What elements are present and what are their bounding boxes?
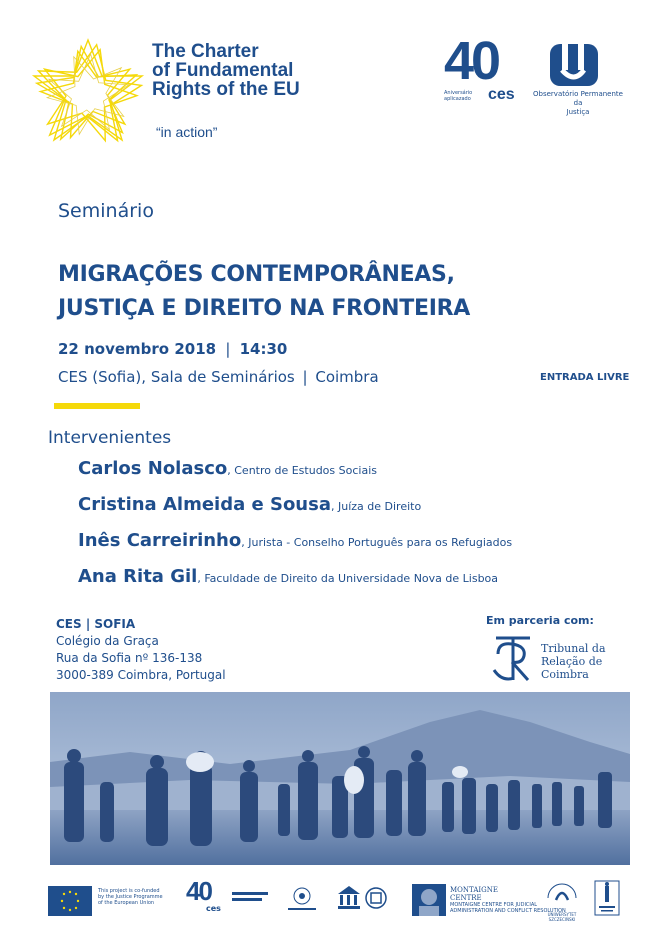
footer-ces40-logo [186, 876, 226, 916]
montaigne-portrait-icon [412, 884, 446, 916]
speaker-affiliation: , Juíza de Direito [330, 500, 422, 513]
tribunal-monogram-icon [488, 630, 538, 686]
observatorio-line: Justiça [566, 108, 590, 116]
event-city: Coimbra [315, 368, 379, 386]
speaker-item [78, 458, 377, 479]
observatorio-line: Observatório Permanente da [533, 90, 623, 107]
partner-label: Em parceria com: [486, 614, 594, 627]
logo-bar [232, 892, 268, 895]
coimbra-university-seal-icon [280, 884, 324, 914]
speaker-name: Inês Carreirinho [78, 530, 242, 551]
event-time: 14:30 [239, 340, 288, 358]
separator: | [302, 368, 308, 386]
migrants-photo [50, 692, 630, 865]
speaker-name: Ana Rita Gil [78, 566, 198, 587]
eu-cofund-line: of the European Union [98, 900, 155, 906]
entry-badge: ENTRADA LIVRE [540, 372, 630, 383]
event-title-line: JUSTIÇA E DIREITO NA FRONTEIRA [58, 296, 470, 321]
charter-star-logo [26, 36, 150, 148]
tribunal-name [541, 642, 606, 681]
world-heritage-icon [364, 886, 388, 912]
speaker-affiliation: , Centro de Estudos Sociais [227, 464, 377, 477]
ces-40-ces: ces [488, 86, 515, 103]
montaigne-line: MONTAIGNE CENTRE FOR JUDICIAL [450, 902, 538, 908]
event-venue-name: CES (Sofia), Sala de Seminários [58, 368, 295, 386]
unesco-logo-icon [336, 884, 362, 914]
speaker-name: Cristina Almeida e Sousa [78, 494, 331, 515]
event-venue [58, 368, 379, 386]
separator: | [225, 340, 231, 358]
speaker-affiliation: , Jurista - Conselho Português para os Refugiados [241, 536, 513, 549]
szczecin-seal-icon [542, 878, 582, 908]
tribunal-line: Relação de [541, 655, 603, 668]
event-date-time [58, 340, 287, 358]
charter-title-line: Rights of the EU [152, 79, 300, 100]
tribunal-line: Coimbra [541, 668, 589, 681]
footer-ces40-number: 40 [186, 876, 211, 906]
charter-title [152, 42, 300, 99]
address-line: Rua da Sofia nº 136-138 [56, 651, 203, 665]
szczecin-university-logo [542, 878, 582, 922]
eu-cofund-line: by the Justice Programme [98, 894, 163, 900]
speaker-name: Carlos Nolasco [78, 458, 228, 479]
speakers-heading: Intervenientes [48, 428, 172, 448]
event-type: Seminário [58, 200, 154, 222]
montaigne-line: MONTAIGNE [450, 886, 498, 894]
ces-40-logo [444, 31, 524, 108]
speaker-item [78, 494, 421, 515]
ces-40-small-text: Aniversário aplicazado [444, 90, 473, 102]
charter-subtitle: “in action” [156, 124, 218, 140]
speaker-item [78, 530, 512, 551]
ces-40-number: 40 [444, 31, 499, 91]
eu-cofund-line: This project is co-funded [98, 888, 160, 894]
event-title-line: MIGRAÇÕES CONTEMPORÂNEAS, [58, 262, 455, 287]
eu-cofund-text [98, 888, 178, 906]
speaker-affiliation: , Faculdade de Direito da Universidade Nova de Lisboa [197, 572, 499, 585]
observatorio-logo-icon [548, 42, 600, 88]
eu-flag-icon [48, 886, 92, 916]
montaigne-line: ADMINISTRATION AND CONFLICT RESOLUTION [450, 908, 566, 914]
charter-title-line: The Charter [152, 41, 259, 62]
szczecin-name: UNIWERSYTET SZCZECIŃSKI [547, 912, 577, 922]
address-name: CES | SOFIA [56, 617, 136, 631]
observatorio-text [528, 90, 628, 117]
tribunal-line: Tribunal da [541, 642, 606, 655]
logo-bar [232, 898, 262, 901]
address-line: Colégio da Graça [56, 634, 159, 648]
justice-institution-icon [592, 878, 622, 918]
speaker-item [78, 566, 498, 587]
address-line: 3000-389 Coimbra, Portugal [56, 668, 226, 682]
yellow-divider [54, 403, 140, 409]
ces-small-logo [232, 892, 268, 906]
footer-ces40-ces: ces [206, 904, 221, 913]
charter-title-line: of Fundamental [152, 60, 294, 81]
event-date: 22 novembro 2018 [58, 340, 217, 358]
address-block [56, 616, 226, 684]
montaigne-line: CENTRE [450, 894, 482, 902]
event-title [58, 258, 470, 326]
